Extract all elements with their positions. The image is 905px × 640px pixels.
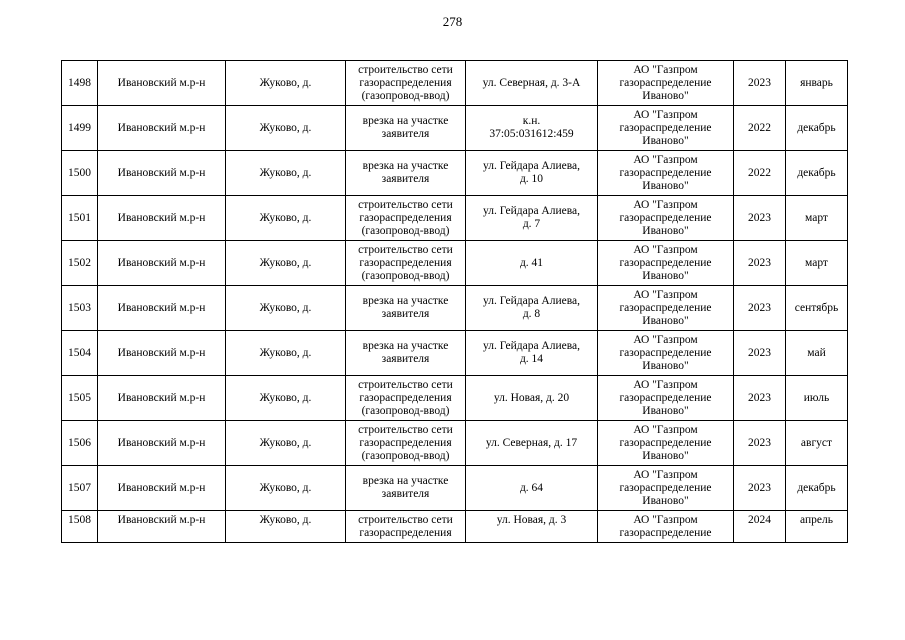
organization-line: Иваново" [642,269,689,282]
locality-cell: Жуково, д. [226,61,346,106]
month-cell: сентябрь [786,286,848,331]
month-cell: декабрь [786,151,848,196]
address-line: ул. Северная, д. 17 [485,436,578,449]
organization-line: Иваново" [642,134,689,147]
organization-line: газораспределение [619,391,712,404]
work-type-cell [346,331,466,376]
organization-line: АО "Газпром [633,63,698,76]
address-line: д. 8 [522,308,541,320]
table-row [62,196,848,241]
row-number-cell: 1502 [62,241,98,286]
address-line: ул. Гейдара Алиева, [482,205,580,217]
work-type-line: врезка на участке [362,340,449,352]
organization-line: Иваново" [642,179,689,192]
organization-cell [598,196,734,241]
month-cell: март [786,241,848,286]
table-row [62,466,848,511]
address-cell [466,331,598,376]
address-line: ул. Гейдара Алиева, [482,295,580,307]
work-type-cell [346,241,466,286]
organization-line: АО "Газпром [633,378,698,391]
address-cell [466,241,598,286]
table-row [62,421,848,466]
work-type-line: врезка на участке [362,475,449,487]
district-cell: Ивановский м.р-н [98,241,226,286]
row-number-cell: 1503 [62,286,98,331]
year-cell: 2023 [734,376,786,421]
locality-cell: Жуково, д. [226,241,346,286]
month-cell: январь [786,61,848,106]
row-number-cell: 1508 [62,511,98,543]
registry-table [61,60,848,543]
row-number-cell: 1498 [62,61,98,106]
work-type-line: газораспределения [359,211,452,224]
year-cell: 2023 [734,61,786,106]
table-row [62,106,848,151]
organization-cell [598,376,734,421]
address-cell [466,511,598,543]
organization-line: газораспределение [619,166,712,179]
work-type-line: заявителя [381,308,430,320]
locality-cell: Жуково, д. [226,286,346,331]
address-line: д. 14 [519,353,544,365]
address-cell [466,151,598,196]
address-line: ул. Северная, д. 3-А [482,76,581,89]
work-type-line: газораспределения [359,391,452,404]
district-cell: Ивановский м.р-н [98,511,226,543]
month-cell: март [786,196,848,241]
organization-line: АО "Газпром [633,108,698,121]
organization-line: АО "Газпром [633,423,698,436]
address-cell [466,376,598,421]
work-type-line: строительство сети [358,378,453,391]
table-row [62,286,848,331]
work-type-line: газораспределения [359,436,452,449]
organization-line: газораспределение [619,121,712,134]
work-type-line: врезка на участке [362,295,449,307]
year-cell: 2023 [734,196,786,241]
row-number-cell: 1506 [62,421,98,466]
address-line: д. 7 [522,218,541,230]
organization-line: газораспределение [619,301,712,314]
work-type-line: врезка на участке [362,160,449,172]
work-type-cell [346,421,466,466]
work-type-line: (газопровод-ввод) [361,224,450,237]
locality-cell: Жуково, д. [226,511,346,543]
address-line: 37:05:031612:459 [489,128,574,140]
table-row [62,511,848,543]
work-type-line: заявителя [381,353,430,365]
year-cell: 2023 [734,286,786,331]
address-cell [466,466,598,511]
address-cell [466,61,598,106]
address-line: ул. Гейдара Алиева, [482,160,580,172]
row-number-cell: 1507 [62,466,98,511]
district-cell: Ивановский м.р-н [98,421,226,466]
district-cell: Ивановский м.р-н [98,376,226,421]
organization-cell [598,331,734,376]
work-type-line: строительство сети [358,423,453,436]
work-type-line: (газопровод-ввод) [361,89,450,102]
table-row [62,331,848,376]
organization-line: АО "Газпром [633,153,698,166]
table-row [62,241,848,286]
work-type-line: газораспределения [359,256,452,269]
locality-cell: Жуково, д. [226,331,346,376]
work-type-cell [346,61,466,106]
row-number-cell: 1499 [62,106,98,151]
organization-cell [598,286,734,331]
work-type-line: газораспределения [359,527,452,539]
organization-line: газораспределение [619,527,712,539]
organization-line: Иваново" [642,449,689,462]
work-type-cell [346,466,466,511]
organization-line: газораспределение [619,481,712,494]
organization-line: Иваново" [642,224,689,237]
organization-line: АО "Газпром [633,468,698,481]
organization-line: газораспределение [619,76,712,89]
work-type-line: (газопровод-ввод) [361,269,450,282]
work-type-line: заявителя [381,128,430,140]
organization-line: газораспределение [619,256,712,269]
month-cell: декабрь [786,466,848,511]
address-line: д. 64 [519,481,544,494]
work-type-line: строительство сети [358,514,453,526]
organization-cell [598,511,734,543]
address-line: ул. Новая, д. 3 [496,514,567,526]
organization-line: Иваново" [642,404,689,417]
organization-cell [598,151,734,196]
year-cell: 2023 [734,331,786,376]
work-type-line: строительство сети [358,63,453,76]
organization-cell [598,61,734,106]
work-type-line: врезка на участке [362,115,449,127]
organization-line: АО "Газпром [633,514,698,526]
month-cell: декабрь [786,106,848,151]
organization-line: Иваново" [642,359,689,372]
district-cell: Ивановский м.р-н [98,61,226,106]
address-cell [466,286,598,331]
year-cell: 2023 [734,466,786,511]
month-cell: май [786,331,848,376]
row-number-cell: 1501 [62,196,98,241]
organization-line: газораспределение [619,436,712,449]
address-cell [466,421,598,466]
year-cell: 2023 [734,241,786,286]
organization-line: Иваново" [642,494,689,507]
organization-cell [598,421,734,466]
organization-line: газораспределение [619,346,712,359]
address-line: ул. Новая, д. 20 [493,391,570,404]
organization-line: АО "Газпром [633,243,698,256]
work-type-line: строительство сети [358,198,453,211]
year-cell: 2022 [734,106,786,151]
address-cell [466,106,598,151]
locality-cell: Жуково, д. [226,466,346,511]
address-line: д. 10 [519,173,544,185]
table-row [62,61,848,106]
district-cell: Ивановский м.р-н [98,196,226,241]
organization-line: АО "Газпром [633,333,698,346]
locality-cell: Жуково, д. [226,376,346,421]
work-type-line: строительство сети [358,243,453,256]
organization-line: АО "Газпром [633,288,698,301]
address-line: ул. Гейдара Алиева, [482,340,580,352]
locality-cell: Жуково, д. [226,421,346,466]
page-number: 278 [442,14,463,29]
address-line: д. 41 [519,256,544,269]
work-type-cell [346,286,466,331]
work-type-line: газораспределения [359,76,452,89]
locality-cell: Жуково, д. [226,106,346,151]
month-cell: август [786,421,848,466]
work-type-line: заявителя [381,173,430,185]
work-type-cell [346,511,466,543]
registry-body [62,61,848,543]
organization-line: Иваново" [642,89,689,102]
work-type-line: заявителя [381,488,430,500]
work-type-line: (газопровод-ввод) [361,449,450,462]
address-cell [466,196,598,241]
month-cell: апрель [786,511,848,543]
month-cell: июль [786,376,848,421]
organization-cell [598,466,734,511]
table-row [62,151,848,196]
work-type-cell [346,196,466,241]
organization-cell [598,241,734,286]
work-type-cell [346,151,466,196]
year-cell: 2023 [734,421,786,466]
organization-line: Иваново" [642,314,689,327]
district-cell: Ивановский м.р-н [98,286,226,331]
row-number-cell: 1505 [62,376,98,421]
row-number-cell: 1500 [62,151,98,196]
organization-cell [598,106,734,151]
organization-line: газораспределение [619,211,712,224]
locality-cell: Жуково, д. [226,151,346,196]
table-row [62,376,848,421]
work-type-cell [346,106,466,151]
work-type-cell [346,376,466,421]
year-cell: 2022 [734,151,786,196]
locality-cell: Жуково, д. [226,196,346,241]
organization-line: АО "Газпром [633,198,698,211]
district-cell: Ивановский м.р-н [98,106,226,151]
district-cell: Ивановский м.р-н [98,151,226,196]
district-cell: Ивановский м.р-н [98,466,226,511]
work-type-line: (газопровод-ввод) [361,404,450,417]
row-number-cell: 1504 [62,331,98,376]
district-cell: Ивановский м.р-н [98,331,226,376]
year-cell: 2024 [734,511,786,543]
address-line: к.н. [522,115,541,127]
